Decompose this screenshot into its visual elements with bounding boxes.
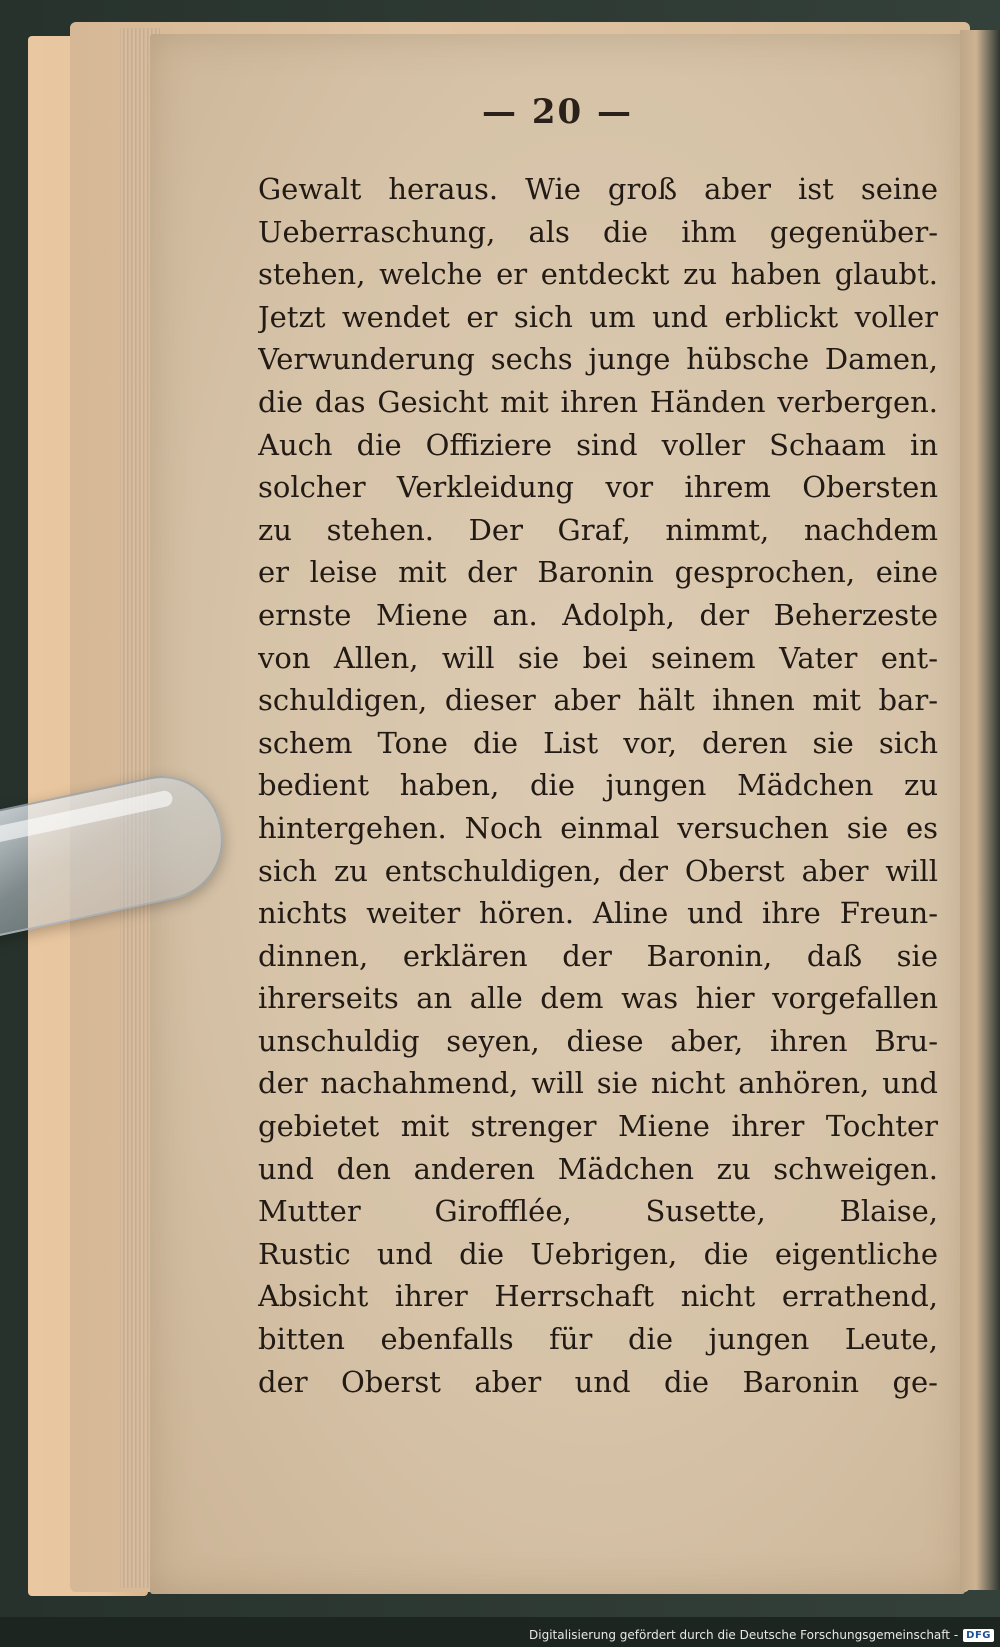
text-line: solcher Verkleidung vor ihrem Obersten	[258, 470, 938, 505]
dfg-logo: DFG	[963, 1629, 994, 1642]
text-line: bitten ebenfalls für die jungen Leute,	[258, 1322, 938, 1357]
text-line: Mutter Girofflée, Susette, Blaise,	[258, 1194, 938, 1229]
text-line: nichts weiter hören. Aline und ihre Freun-	[258, 896, 938, 931]
text-line: er leise mit der Baronin gesprochen, eine	[258, 555, 938, 590]
text-line: ihrerseits an alle dem was hier vorgefallen	[258, 981, 938, 1016]
text-line: gebietet mit strenger Miene ihrer Tochter	[258, 1109, 938, 1144]
text-line: unschuldig seyen, diese aber, ihren Bru-	[258, 1023, 938, 1058]
text-line: Auch die Offiziere sind voller Schaam in	[258, 427, 938, 462]
text-line: dinnen, erklären der Baronin, daß sie	[258, 938, 938, 973]
text-line: Jetzt wendet er sich um und erblickt voller	[258, 299, 938, 334]
text-line: und den anderen Mädchen zu schweigen.	[258, 1151, 938, 1186]
page-right-edge	[960, 30, 1000, 1590]
text-line: stehen, welche er entdeckt zu haben glaubt.	[258, 257, 938, 292]
text-line: sich zu entschuldigen, der Oberst aber will	[258, 853, 938, 888]
text-line: hintergehen. Noch einmal versuchen sie es	[258, 810, 938, 845]
text-line: bedient haben, die jungen Mädchen zu	[258, 768, 938, 803]
glass-highlight	[0, 789, 174, 846]
text-line: von Allen, will sie bei seinem Vater ent-	[258, 640, 938, 675]
text-line: Gewalt heraus. Wie groß aber ist seine	[258, 172, 938, 206]
text-line: ernste Miene an. Adolph, der Beherzeste	[258, 597, 938, 632]
page-number: — 20 —	[482, 92, 633, 132]
text-line: Ueberraschung, als die ihm gegenüber-	[258, 214, 938, 249]
text-line: schem Tone die List vor, deren sie sich	[258, 725, 938, 760]
text-line: der nachahmend, will sie nicht anhören, und	[258, 1066, 938, 1101]
digitization-credit	[529, 1628, 994, 1642]
text-line: schuldigen, dieser aber hält ihnen mit bar-	[258, 683, 938, 718]
credit-text: Digitalisierung gefördert durch die Deutsche Forschungsgemeinschaft -	[529, 1628, 959, 1642]
body-text	[258, 168, 938, 1408]
text-line: der Oberst aber und die Baronin ge-	[258, 1364, 938, 1399]
text-line: Absicht ihrer Herrschaft nicht errathend,	[258, 1279, 938, 1314]
text-line: Rustic und die Uebrigen, die eigentliche	[258, 1236, 938, 1271]
text-line: die das Gesicht mit ihren Händen verbergen.	[258, 384, 938, 419]
text-line: Verwunderung sechs junge hübsche Damen,	[258, 342, 938, 377]
text-line: zu stehen. Der Graf, nimmt, nachdem	[258, 512, 938, 547]
